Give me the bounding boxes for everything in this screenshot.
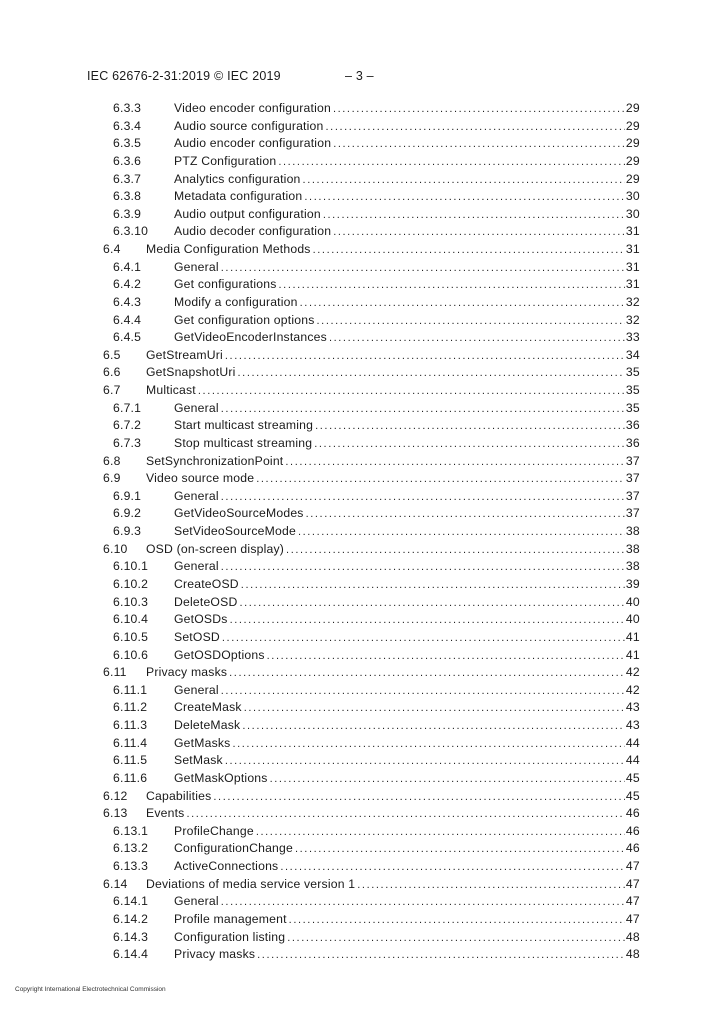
toc-entry-number: 6.5	[103, 347, 121, 362]
toc-entry-number: 6.4.2	[113, 277, 142, 292]
toc-entry[interactable]	[0, 876, 640, 894]
toc-entry[interactable]	[0, 911, 640, 929]
toc-entry-line	[174, 329, 640, 348]
toc-entry-number: 6.8	[103, 453, 121, 468]
toc-entry-title: ProfileChange	[174, 823, 254, 838]
toc-entry-number: 6.3.7	[113, 171, 142, 186]
dot-leader	[357, 877, 625, 895]
toc-entry[interactable]	[0, 188, 640, 206]
toc-entry-number: 6.4.1	[113, 259, 142, 274]
toc-entry-page: 29	[625, 136, 640, 151]
toc-entry-page: 47	[625, 911, 640, 926]
toc-entry-number: 6.3.3	[113, 101, 142, 115]
toc-entry-title: GetStreamUri	[146, 347, 223, 362]
toc-entry-page: 48	[625, 947, 640, 962]
toc-entry[interactable]	[0, 171, 640, 189]
toc-entry-title: Deviations of media service version 1	[146, 876, 356, 891]
toc-entry-title: SetVideoSourceMode	[174, 524, 296, 539]
toc-entry-number: 6.13.3	[113, 859, 149, 874]
dot-leader	[306, 506, 625, 524]
dot-leader	[289, 912, 625, 930]
toc-entry-title: Audio encoder configuration	[174, 136, 332, 151]
toc-entry-page: 32	[625, 294, 640, 309]
toc-entry-number: 6.4.5	[113, 330, 142, 345]
toc-entry-title: Stop multicast streaming	[174, 435, 313, 450]
toc-entry-title: Get configuration options	[174, 312, 315, 327]
toc-entry-number: 6.12	[103, 788, 128, 803]
toc-entry[interactable]	[0, 241, 640, 259]
toc-entry-title: Audio output configuration	[174, 206, 321, 221]
toc-entry-number: 6.10.1	[113, 559, 149, 574]
toc-entry-page: 29	[625, 153, 640, 168]
dot-leader	[256, 824, 625, 842]
toc-entry-line	[174, 171, 640, 190]
toc-entry-number: 6.9.1	[113, 488, 142, 503]
dot-leader	[244, 700, 625, 718]
toc-entry-number: 6.9.2	[113, 506, 142, 521]
dot-leader	[242, 718, 624, 736]
toc-entry-title: OSD (on-screen display)	[146, 541, 285, 556]
toc-entry-page: 41	[625, 629, 640, 644]
dot-leader	[313, 242, 625, 260]
dot-leader	[229, 665, 625, 683]
toc-entry-number: 6.14.1	[113, 894, 149, 909]
toc-entry-page: 41	[625, 647, 640, 662]
toc-entry-line	[174, 523, 640, 542]
dot-leader	[279, 277, 625, 295]
toc-entry-title: Configuration listing	[174, 929, 286, 944]
toc-entry-page: 43	[625, 718, 640, 733]
document-id: IEC 62676-2-31:2019 © IEC 2019	[87, 69, 281, 83]
toc-entry-page: 46	[625, 823, 640, 838]
toc-entry-page: 39	[625, 577, 640, 591]
toc-entry[interactable]	[0, 858, 640, 876]
dot-leader	[278, 154, 625, 172]
toc-entry-title: DeleteOSD	[174, 594, 238, 609]
toc-entry[interactable]	[0, 364, 640, 382]
toc-entry[interactable]	[0, 153, 640, 171]
toc-entry-line	[174, 682, 640, 701]
toc-entry-number: 6.3.5	[113, 136, 142, 151]
toc-entry-title: Start multicast streaming	[174, 418, 314, 433]
toc-entry-page: 36	[625, 418, 640, 433]
toc-entry-number: 6.14	[103, 876, 128, 891]
toc-entry-line	[174, 611, 640, 630]
dot-leader	[303, 172, 625, 190]
toc-entry-number: 6.7.3	[113, 435, 142, 450]
toc-entry-line	[146, 364, 640, 383]
dot-leader	[317, 313, 625, 331]
toc-entry-title: General	[174, 400, 219, 415]
toc-entry-number: 6.13	[103, 806, 128, 821]
toc-entry[interactable]	[0, 100, 640, 118]
toc-entry-line	[174, 417, 640, 436]
toc-entry-number: 6.7.2	[113, 418, 142, 433]
toc-entry-title: Audio source configuration	[174, 118, 324, 133]
toc-entry-title: GetOSDs	[174, 612, 228, 627]
dot-leader	[256, 471, 625, 489]
toc-entry-page: 38	[625, 541, 640, 556]
toc-entry-page: 34	[625, 347, 640, 362]
dot-leader	[230, 612, 625, 630]
toc-entry-line	[146, 664, 640, 683]
toc-entry-number: 6.4.4	[113, 312, 142, 327]
toc-entry-title: Audio decoder configuration	[174, 224, 332, 239]
toc-entry-line	[174, 153, 640, 172]
toc-entry[interactable]	[0, 417, 640, 435]
toc-entry-title: GetVideoSourceModes	[174, 506, 304, 521]
toc-entry-number: 6.3.6	[113, 153, 142, 168]
toc-entry-title: SetSynchronizationPoint	[146, 453, 284, 468]
toc-entry-line	[174, 100, 640, 119]
dot-leader	[314, 436, 625, 454]
toc-entry-line	[174, 312, 640, 331]
toc-entry-title: Privacy masks	[174, 947, 256, 962]
toc-entry-line	[174, 505, 640, 524]
toc-entry-title: Media Configuration Methods	[146, 242, 311, 257]
toc-entry-title: General	[174, 259, 219, 274]
dot-leader	[333, 101, 625, 119]
dot-leader	[333, 136, 625, 154]
toc-entry-line	[174, 929, 640, 948]
toc-entry-number: 6.13.1	[113, 823, 149, 838]
toc-entry-line	[174, 858, 640, 877]
toc-entry[interactable]	[0, 118, 640, 136]
toc-entry[interactable]	[0, 523, 640, 541]
toc-entry-number: 6.3.4	[113, 118, 142, 133]
dot-leader	[323, 207, 625, 225]
dot-leader	[241, 577, 625, 595]
toc-entry[interactable]	[0, 629, 640, 647]
toc-entry[interactable]	[0, 541, 640, 559]
toc-entry-number: 6.11.3	[113, 718, 148, 733]
toc-entry-page: 46	[625, 806, 640, 821]
toc-entry-number: 6.11.4	[113, 735, 148, 750]
dot-leader	[285, 454, 624, 472]
toc-entry-line	[174, 594, 640, 613]
toc-entry-line	[174, 558, 640, 577]
toc-entry-line	[174, 717, 640, 736]
dot-leader	[225, 753, 625, 771]
toc-entry-page: 47	[625, 876, 640, 891]
toc-entry-title: ConfigurationChange	[174, 841, 293, 856]
dot-leader	[300, 295, 625, 313]
toc-entry-number: 6.9.3	[113, 524, 142, 539]
toc-entry[interactable]	[0, 329, 640, 347]
toc-entry-number: 6.14.3	[113, 929, 149, 944]
toc-entry-number: 6.13.2	[113, 841, 149, 856]
toc-entry[interactable]	[0, 929, 640, 947]
toc-entry-title: Privacy masks	[146, 665, 228, 680]
toc-entry[interactable]	[0, 400, 640, 418]
dot-leader	[298, 524, 625, 542]
toc-entry-number: 6.14.4	[113, 947, 149, 962]
dot-leader	[286, 542, 625, 560]
dot-leader	[287, 930, 625, 948]
toc-entry-title: Metadata configuration	[174, 189, 303, 204]
toc-entry-line	[174, 840, 640, 859]
toc-entry[interactable]	[0, 259, 640, 277]
dot-leader	[186, 806, 624, 824]
toc-entry[interactable]	[0, 946, 640, 964]
toc-entry[interactable]	[0, 294, 640, 312]
toc-entry-page: 44	[625, 735, 640, 750]
dot-leader	[222, 630, 625, 648]
toc-entry-title: GetVideoEncoderInstances	[174, 330, 327, 345]
toc-entry-title: SetOSD	[174, 629, 220, 644]
toc-entry-title: Multicast	[146, 383, 196, 398]
dot-leader	[232, 736, 624, 754]
toc-entry-line	[174, 770, 640, 789]
toc-entry-page: 33	[625, 330, 640, 345]
toc-entry-number: 6.10.3	[113, 594, 149, 609]
toc-entry-line	[174, 946, 640, 965]
toc-entry-number: 6.10.2	[113, 577, 149, 591]
dot-leader	[239, 595, 624, 613]
toc-entry-page: 31	[625, 242, 640, 257]
dot-leader	[238, 365, 625, 383]
toc-entry[interactable]	[0, 647, 640, 665]
toc-entry-number: 6.6	[103, 365, 121, 380]
dot-leader	[221, 683, 625, 701]
toc-entry-title: General	[174, 682, 219, 697]
toc-entry-number: 6.3.10	[113, 224, 149, 239]
toc-entry-page: 40	[625, 594, 640, 609]
copyright-footer: Copyright International Electrotechnical Commission	[15, 986, 166, 993]
toc-entry-title: GetMaskOptions	[174, 770, 268, 785]
toc-entry[interactable]	[0, 664, 640, 682]
toc-entry-number: 6.3.8	[113, 189, 142, 204]
toc-entry-title: CreateMask	[174, 700, 242, 715]
toc-entry-page: 32	[625, 312, 640, 327]
dot-leader	[221, 401, 625, 419]
toc-entry[interactable]	[0, 752, 640, 770]
toc-entry-line	[146, 382, 640, 401]
dot-leader	[270, 771, 625, 789]
toc-entry[interactable]	[0, 840, 640, 858]
toc-entry-line	[146, 470, 640, 489]
toc-entry-title: Profile management	[174, 911, 287, 926]
toc-entry-line	[174, 647, 640, 666]
toc-entry-number: 6.11.2	[113, 700, 148, 715]
toc-entry[interactable]	[0, 682, 640, 700]
toc-entry-page: 37	[625, 471, 640, 486]
dot-leader	[221, 489, 625, 507]
toc-entry-page: 37	[625, 488, 640, 503]
dot-leader	[213, 789, 624, 807]
toc-entry-page: 42	[625, 665, 640, 680]
toc-entry-title: Modify a configuration	[174, 294, 298, 309]
toc-entry[interactable]	[0, 576, 640, 594]
toc-entry-number: 6.11.6	[113, 770, 148, 785]
toc-entry-number: 6.10.6	[113, 647, 149, 662]
toc-entry-title: General	[174, 894, 219, 909]
toc-entry-line	[146, 347, 640, 366]
toc-entry-page: 35	[625, 365, 640, 380]
toc-entry-number: 6.10.5	[113, 629, 149, 644]
toc-entry-title: SetMask	[174, 753, 223, 768]
toc-entry-number: 6.11.5	[113, 753, 148, 768]
toc-entry-page: 31	[625, 224, 640, 239]
toc-entry[interactable]	[0, 505, 640, 523]
toc-entry-number: 6.11	[103, 665, 127, 680]
toc-entry-page: 47	[625, 894, 640, 909]
dot-leader	[221, 260, 625, 278]
toc-entry-title: GetSnapshotUri	[146, 365, 236, 380]
toc-entry-line	[174, 752, 640, 771]
dot-leader	[333, 224, 625, 242]
toc-entry-line	[174, 699, 640, 718]
toc-entry[interactable]	[0, 611, 640, 629]
toc-entry-line	[174, 576, 640, 595]
dot-leader	[221, 559, 625, 577]
dot-leader	[315, 418, 625, 436]
toc-entry-number: 6.9	[103, 471, 121, 486]
toc-entry-page: 30	[625, 206, 640, 221]
dot-leader	[221, 894, 625, 912]
toc-entry-page: 47	[625, 859, 640, 874]
toc-entry-line	[174, 893, 640, 912]
toc-entry-page: 42	[625, 682, 640, 697]
toc-entry[interactable]	[0, 223, 640, 241]
toc-entry-title: ActiveConnections	[174, 859, 279, 874]
toc-entry-line	[174, 118, 640, 137]
toc-entry[interactable]	[0, 488, 640, 506]
toc-entry-number: 6.3.9	[113, 206, 142, 221]
toc-entry[interactable]	[0, 453, 640, 471]
toc-entry-line	[174, 823, 640, 842]
dot-leader	[225, 348, 625, 366]
toc-entry-number: 6.10.4	[113, 612, 149, 627]
toc-entry[interactable]	[0, 717, 640, 735]
dot-leader	[280, 859, 625, 877]
toc-entry-number: 6.14.2	[113, 911, 149, 926]
toc-entry-line	[146, 241, 640, 260]
toc-entry-title: PTZ Configuration	[174, 153, 277, 168]
toc-entry-page: 29	[625, 118, 640, 133]
toc-entry-line	[146, 876, 640, 895]
toc-entry-line	[174, 911, 640, 930]
toc-entry-title: Video source mode	[146, 471, 255, 486]
toc-entry-title: CreateOSD	[174, 577, 239, 591]
dot-leader	[329, 330, 625, 348]
dot-leader	[295, 841, 625, 859]
toc-entry[interactable]	[0, 788, 640, 806]
toc-entry-line	[146, 541, 640, 560]
toc-entry-title: Capabilities	[146, 788, 212, 803]
toc-entry-page: 35	[625, 383, 640, 398]
toc-entry[interactable]	[0, 699, 640, 717]
toc-entry-title: Video encoder configuration	[174, 101, 331, 115]
toc-entry-number: 6.11.1	[113, 682, 148, 697]
toc-entry[interactable]	[0, 594, 640, 612]
toc-entry[interactable]	[0, 435, 640, 453]
toc-entry-line	[174, 276, 640, 295]
toc-entry[interactable]	[0, 206, 640, 224]
toc-entry-line	[146, 453, 640, 472]
toc-entry-page: 40	[625, 612, 640, 627]
toc-entry-line	[174, 400, 640, 419]
toc-entry-page: 45	[625, 788, 640, 803]
toc-entry[interactable]	[0, 135, 640, 153]
toc-entry-number: 6.4.3	[113, 294, 142, 309]
dot-leader	[326, 119, 625, 137]
toc-entry-page: 46	[625, 841, 640, 856]
toc-entry-title: Get configurations	[174, 277, 277, 292]
toc-entry-page: 30	[625, 189, 640, 204]
toc-entry[interactable]	[0, 276, 640, 294]
toc-entry-title: GetMasks	[174, 735, 231, 750]
toc-entry-line	[174, 188, 640, 207]
page-header	[87, 69, 374, 83]
toc-entry-number: 6.10	[103, 541, 128, 556]
toc-entry-line	[174, 735, 640, 754]
toc-entry-page: 44	[625, 753, 640, 768]
toc-entry-page: 29	[625, 101, 640, 115]
toc-entry-title: Events	[146, 806, 185, 821]
toc-entry[interactable]	[0, 470, 640, 488]
toc-entry-page: 29	[625, 171, 640, 186]
toc-entry[interactable]	[0, 893, 640, 911]
toc-entry-line	[174, 435, 640, 454]
toc-entry-number: 6.7.1	[113, 400, 142, 415]
toc-entry-page: 31	[625, 259, 640, 274]
toc-entry-number: 6.4	[103, 242, 121, 257]
toc-entry-title: Analytics configuration	[174, 171, 301, 186]
toc-entry-line	[174, 206, 640, 225]
toc-entry-page: 45	[625, 770, 640, 785]
toc-entry-page: 35	[625, 400, 640, 415]
toc-entry[interactable]	[0, 312, 640, 330]
toc-entry-page: 37	[625, 506, 640, 521]
toc-entry[interactable]	[0, 735, 640, 753]
toc-entry-line	[146, 805, 640, 824]
toc-entry-line	[174, 629, 640, 648]
dot-leader	[267, 648, 625, 666]
toc-entry-page: 48	[625, 929, 640, 944]
toc-entry-title: General	[174, 559, 219, 574]
toc-entry[interactable]	[0, 823, 640, 841]
toc-entry[interactable]	[0, 347, 640, 365]
toc-entry-page: 36	[625, 435, 640, 450]
dot-leader	[304, 189, 624, 207]
toc-entry-line	[174, 135, 640, 154]
dot-leader	[198, 383, 625, 401]
toc-entry[interactable]	[0, 382, 640, 400]
toc-entry[interactable]	[0, 770, 640, 788]
toc-entry-title: GetOSDOptions	[174, 647, 265, 662]
toc-entry-line	[174, 223, 640, 242]
toc-entry-title: DeleteMask	[174, 718, 241, 733]
dot-leader	[257, 947, 625, 965]
toc-entry-line	[146, 788, 640, 807]
toc-entry-page: 37	[625, 453, 640, 468]
toc-entry-page: 38	[625, 559, 640, 574]
toc-entry[interactable]	[0, 558, 640, 576]
toc-entry-line	[174, 488, 640, 507]
toc-entry-page: 38	[625, 524, 640, 539]
toc-entry-line	[174, 294, 640, 313]
toc-entry[interactable]	[0, 805, 640, 823]
toc-entry-page: 43	[625, 700, 640, 715]
toc-entry-number: 6.7	[103, 383, 121, 398]
toc-entry-page: 31	[625, 277, 640, 292]
page-number: – 3 –	[345, 69, 374, 83]
toc-entry-line	[174, 259, 640, 278]
toc-entry-title: General	[174, 488, 219, 503]
